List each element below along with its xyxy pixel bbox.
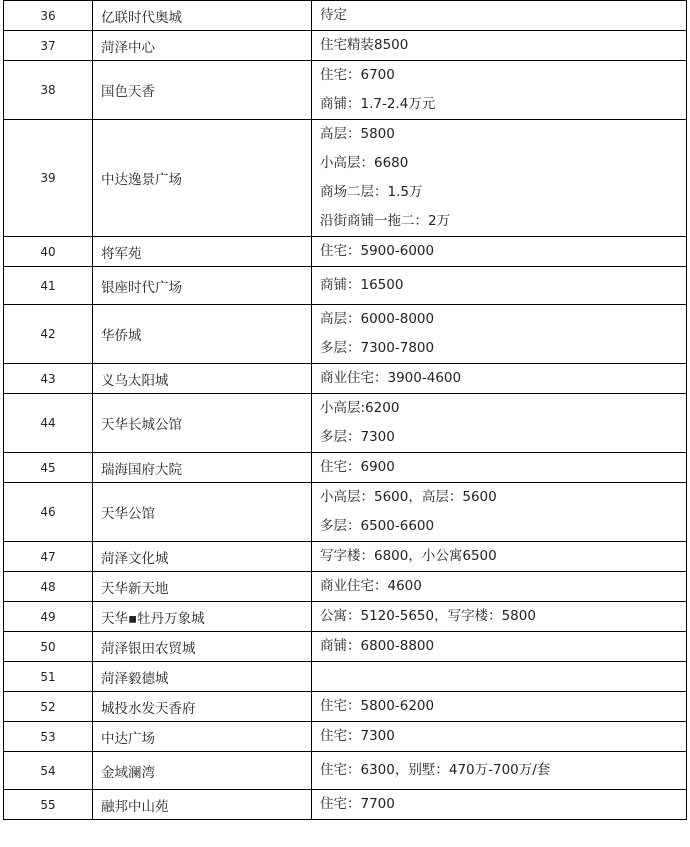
price-line: [320, 662, 686, 691]
project-name: 中达广场: [93, 722, 312, 752]
project-name: 亿联时代奥城: [93, 1, 312, 31]
project-name: 国色天香: [93, 61, 312, 120]
row-number: 39: [4, 120, 93, 237]
price-line: 住宅精装8500: [320, 37, 409, 53]
project-name: 菏泽毅德城: [93, 662, 312, 692]
project-name: 中达逸景广场: [93, 120, 312, 237]
price-cell: [312, 483, 687, 542]
table-row: [4, 483, 687, 542]
price-line: 商业住宅：4600: [320, 578, 422, 594]
project-name: 融邦中山苑: [93, 790, 312, 820]
row-number: 36: [4, 1, 93, 31]
table-row: [4, 364, 687, 394]
price-cell: [312, 1, 687, 31]
row-number: 40: [4, 237, 93, 267]
table-row: [4, 61, 687, 120]
price-table-body: [4, 1, 687, 820]
table-row: [4, 602, 687, 632]
row-number: 53: [4, 722, 93, 752]
table-row: [4, 267, 687, 305]
price-cell: [312, 722, 687, 752]
row-number: 44: [4, 394, 93, 453]
price-line: 商场二层：1.5万: [320, 184, 423, 200]
project-name: 菏泽银田农贸城: [93, 632, 312, 662]
project-name: 天华公馆: [93, 483, 312, 542]
price-cell: [312, 120, 687, 237]
project-name: 金域澜湾: [93, 752, 312, 790]
table-row: [4, 120, 687, 237]
project-name: 天华▪牡丹万象城: [93, 602, 312, 632]
row-number: 42: [4, 305, 93, 364]
row-number: 47: [4, 542, 93, 572]
price-line: 多层：7300: [320, 429, 395, 445]
price-cell: [312, 692, 687, 722]
table-row: [4, 1, 687, 31]
price-line: 写字楼：6800，小公寓6500: [320, 548, 497, 564]
row-number: 55: [4, 790, 93, 820]
row-number: 49: [4, 602, 93, 632]
price-line: 小高层：5600，高层：5600: [320, 489, 497, 505]
table-row: [4, 305, 687, 364]
row-number: 41: [4, 267, 93, 305]
row-number: 37: [4, 31, 93, 61]
price-line: 商铺：16500: [320, 277, 404, 293]
price-cell: [312, 394, 687, 453]
price-cell: [312, 453, 687, 483]
price-line: 待定: [320, 7, 347, 23]
project-name: 天华新天地: [93, 572, 312, 602]
price-line: 商铺：1.7-2.4万元: [320, 96, 436, 112]
table-row: [4, 722, 687, 752]
price-line: 商铺：6800-8800: [320, 638, 435, 654]
row-number: 54: [4, 752, 93, 790]
project-name: 城投水发天香府: [93, 692, 312, 722]
price-cell: [312, 31, 687, 61]
price-cell: [312, 632, 687, 662]
project-name: 义乌太阳城: [93, 364, 312, 394]
price-line: 住宅：5900-6000: [320, 243, 435, 259]
price-line: 住宅：7300: [320, 728, 395, 744]
price-line: 小高层：6680: [320, 155, 409, 171]
price-line: 住宅：6700: [320, 67, 395, 83]
price-cell: [312, 662, 687, 692]
table-row: [4, 542, 687, 572]
table-row: [4, 752, 687, 790]
row-number: 46: [4, 483, 93, 542]
table-row: [4, 31, 687, 61]
project-name: 菏泽文化城: [93, 542, 312, 572]
price-cell: [312, 572, 687, 602]
row-number: 45: [4, 453, 93, 483]
row-number: 52: [4, 692, 93, 722]
table-row: [4, 662, 687, 692]
price-line: 多层：7300-7800: [320, 340, 435, 356]
price-cell: [312, 364, 687, 394]
price-line: 公寓：5120-5650，写字楼：5800: [320, 608, 536, 624]
row-number: 48: [4, 572, 93, 602]
project-name: 瑞海国府大院: [93, 453, 312, 483]
project-name: 银座时代广场: [93, 267, 312, 305]
table-row: [4, 237, 687, 267]
price-line: 住宅：6900: [320, 459, 395, 475]
price-cell: [312, 752, 687, 790]
table-row: [4, 453, 687, 483]
price-cell: [312, 267, 687, 305]
price-cell: [312, 602, 687, 632]
price-line: 住宅：5800-6200: [320, 698, 435, 714]
row-number: 50: [4, 632, 93, 662]
table-row: [4, 692, 687, 722]
table-row: [4, 394, 687, 453]
price-cell: [312, 61, 687, 120]
price-line: 沿街商铺一拖二：2万: [320, 213, 451, 229]
project-name: 将军苑: [93, 237, 312, 267]
row-number: 51: [4, 662, 93, 692]
table-row: [4, 790, 687, 820]
price-cell: [312, 237, 687, 267]
row-number: 43: [4, 364, 93, 394]
price-line: 高层：6000-8000: [320, 311, 435, 327]
price-line: 小高层:6200: [320, 400, 400, 416]
price-line: 住宅：7700: [320, 796, 395, 812]
price-line: 多层：6500-6600: [320, 518, 435, 534]
project-name: 天华长城公馆: [93, 394, 312, 453]
project-name: 菏泽中心: [93, 31, 312, 61]
price-cell: [312, 305, 687, 364]
price-line: 住宅：6300，别墅：470万-700万/套: [320, 762, 551, 778]
price-table: [3, 0, 687, 820]
price-line: 商业住宅：3900-4600: [320, 370, 462, 386]
row-number: 38: [4, 61, 93, 120]
table-row: [4, 572, 687, 602]
table-row: [4, 632, 687, 662]
project-name: 华侨城: [93, 305, 312, 364]
price-line: 高层：5800: [320, 126, 395, 142]
price-cell: [312, 542, 687, 572]
price-cell: [312, 790, 687, 820]
